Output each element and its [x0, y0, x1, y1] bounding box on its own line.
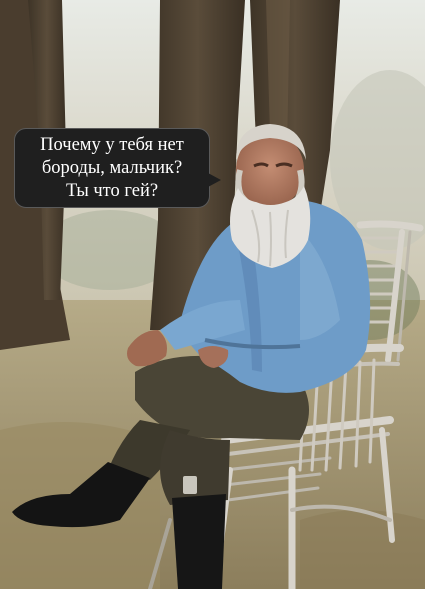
speech-line-2: бороды, мальчик? — [41, 157, 183, 178]
speech-bubble — [14, 128, 210, 208]
speech-line-1: Почему у тебя нет — [40, 134, 184, 155]
boot-right — [172, 494, 226, 589]
speech-line-3: Ты что гей? — [65, 180, 159, 201]
